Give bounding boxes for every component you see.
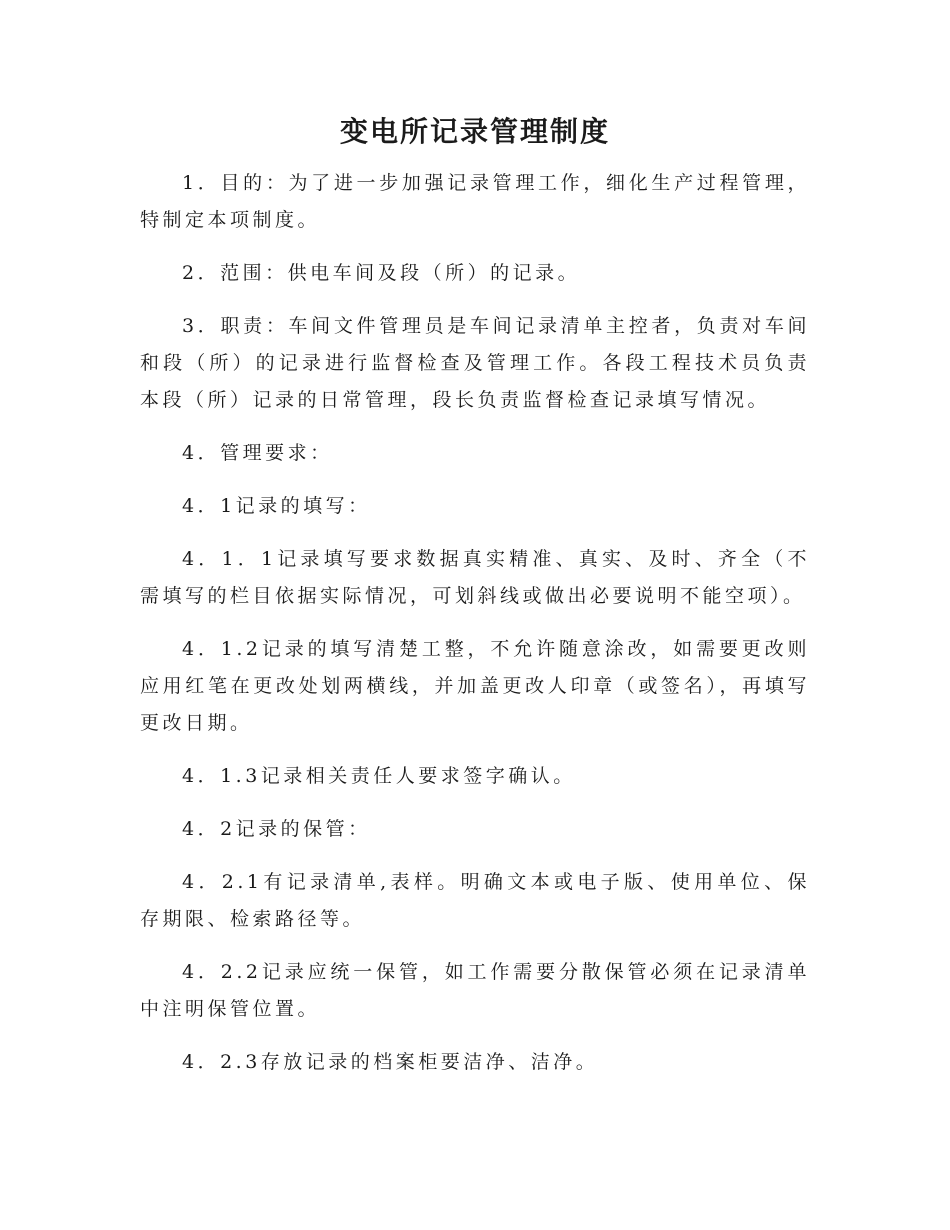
paragraph-scope: 2．范围：供电车间及段（所）的记录。 — [182, 262, 581, 284]
paragraph-storage-1: 4．2.1有记录清单,表样。明确文本或电子版、使用单位、保存期限、检索路径等。 — [140, 871, 810, 930]
paragraph-storage-heading: 4．2记录的保管： — [182, 818, 371, 840]
paragraph-storage-3: 4．2.3存放记录的档案柜要洁净、洁净。 — [182, 1051, 599, 1073]
paragraph-purpose: 1．目的：为了进一步加强记录管理工作，细化生产过程管理，特制定本项制度。 — [140, 172, 810, 231]
paragraph-requirements-heading: 4．管理要求： — [182, 442, 333, 464]
paragraph-filling-heading: 4．1记录的填写： — [182, 495, 371, 517]
paragraph-filling-2: 4．1.2记录的填写清楚工整，不允许随意涂改，如需要更改则应用红笔在更改处划两横线，并加盖更改人印章（或签名），再填写更改日期。 — [140, 638, 810, 734]
document-title: 变电所记录管理制度 — [339, 115, 610, 148]
paragraph-filling-3: 4．1.3记录相关责任人要求签字确认。 — [182, 765, 576, 787]
paragraph-filling-1: 4．1．1记录填写要求数据真实精准、真实、及时、齐全（不需填写的栏目依据实际情况，可划斜线或做出必要说明不能空项）。 — [140, 548, 810, 607]
paragraph-storage-2: 4．2.2记录应统一保管，如工作需要分散保管必须在记录清单中注明保管位置。 — [140, 961, 810, 1020]
paragraph-responsibilities: 3．职责：车间文件管理员是车间记录清单主控者，负责对车间和段（所）的记录进行监督检查及管理工作。各段工程技术员负责本段（所）记录的日常管理，段长负责监督检查记录填写情况。 — [140, 315, 810, 411]
document-body — [140, 165, 810, 1097]
